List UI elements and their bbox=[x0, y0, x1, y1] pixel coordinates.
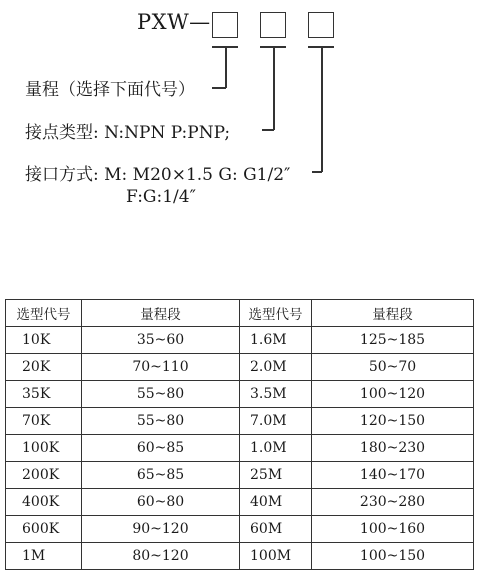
cell-range-right: 140~170 bbox=[312, 462, 474, 489]
cell-code-right: 7.0M bbox=[240, 408, 312, 435]
header-range-2: 量程段 bbox=[312, 300, 474, 327]
cell-code-left: 20K bbox=[6, 354, 82, 381]
table-row bbox=[6, 516, 474, 543]
cell-range-right: 100~120 bbox=[312, 381, 474, 408]
cell-range-right: 120~150 bbox=[312, 408, 474, 435]
cell-code-right: 40M bbox=[240, 489, 312, 516]
cell-code-left: 10K bbox=[6, 327, 82, 354]
interface-type-label-2: F:G:1/4″ bbox=[126, 187, 196, 207]
cell-range-right: 50~70 bbox=[312, 354, 474, 381]
header-range-1: 量程段 bbox=[82, 300, 240, 327]
cell-code-right: 25M bbox=[240, 462, 312, 489]
model-prefix: PXW— bbox=[137, 10, 211, 34]
header-code-2: 选型代号 bbox=[240, 300, 312, 327]
cell-code-left: 200K bbox=[6, 462, 82, 489]
table-row bbox=[6, 354, 474, 381]
cell-range-left: 35~60 bbox=[82, 327, 240, 354]
cell-range-left: 80~120 bbox=[82, 543, 240, 570]
cell-code-left: 1M bbox=[6, 543, 82, 570]
cell-range-left: 55~80 bbox=[82, 381, 240, 408]
range-selection-table bbox=[5, 299, 474, 570]
table-row bbox=[6, 435, 474, 462]
cell-range-right: 180~230 bbox=[312, 435, 474, 462]
table-row bbox=[6, 381, 474, 408]
table-row bbox=[6, 462, 474, 489]
cell-range-left: 60~85 bbox=[82, 435, 240, 462]
bracket-interface-vertical bbox=[321, 46, 323, 172]
cell-code-left: 70K bbox=[6, 408, 82, 435]
bracket-contact-vertical bbox=[273, 46, 275, 130]
cell-range-left: 65~85 bbox=[82, 462, 240, 489]
table-row bbox=[6, 408, 474, 435]
table-row bbox=[6, 543, 474, 570]
cell-code-right: 3.5M bbox=[240, 381, 312, 408]
bracket-contact-horizontal bbox=[262, 129, 274, 131]
cell-range-left: 90~120 bbox=[82, 516, 240, 543]
contact-type-label: 接点类型: N:NPN P:PNP; bbox=[25, 123, 231, 143]
cell-range-left: 70~110 bbox=[82, 354, 240, 381]
bracket-range-horizontal bbox=[212, 87, 226, 89]
cell-code-right: 60M bbox=[240, 516, 312, 543]
code-box-range bbox=[212, 12, 238, 38]
cell-range-right: 100~160 bbox=[312, 516, 474, 543]
cell-range-right: 100~150 bbox=[312, 543, 474, 570]
cell-range-left: 55~80 bbox=[82, 408, 240, 435]
cell-code-right: 2.0M bbox=[240, 354, 312, 381]
code-box-contact bbox=[260, 12, 286, 38]
cell-code-left: 400K bbox=[6, 489, 82, 516]
cell-range-left: 60~80 bbox=[82, 489, 240, 516]
cell-code-left: 100K bbox=[6, 435, 82, 462]
code-box-interface bbox=[308, 12, 334, 38]
header-code-1: 选型代号 bbox=[6, 300, 82, 327]
cell-code-left: 35K bbox=[6, 381, 82, 408]
cell-range-right: 125~185 bbox=[312, 327, 474, 354]
cell-code-right: 1.0M bbox=[240, 435, 312, 462]
cell-range-right: 230~280 bbox=[312, 489, 474, 516]
bracket-interface-horizontal bbox=[312, 171, 322, 173]
cell-code-right: 1.6M bbox=[240, 327, 312, 354]
interface-type-label: 接口方式: M: M20×1.5 G: G1/2″ bbox=[25, 165, 291, 185]
range-selection-label: 量程（选择下面代号） bbox=[25, 80, 195, 100]
cell-code-right: 100M bbox=[240, 543, 312, 570]
bracket-range-vertical bbox=[225, 46, 227, 88]
table-header-row bbox=[6, 300, 474, 327]
table-row bbox=[6, 327, 474, 354]
cell-code-left: 600K bbox=[6, 516, 82, 543]
table-row bbox=[6, 489, 474, 516]
